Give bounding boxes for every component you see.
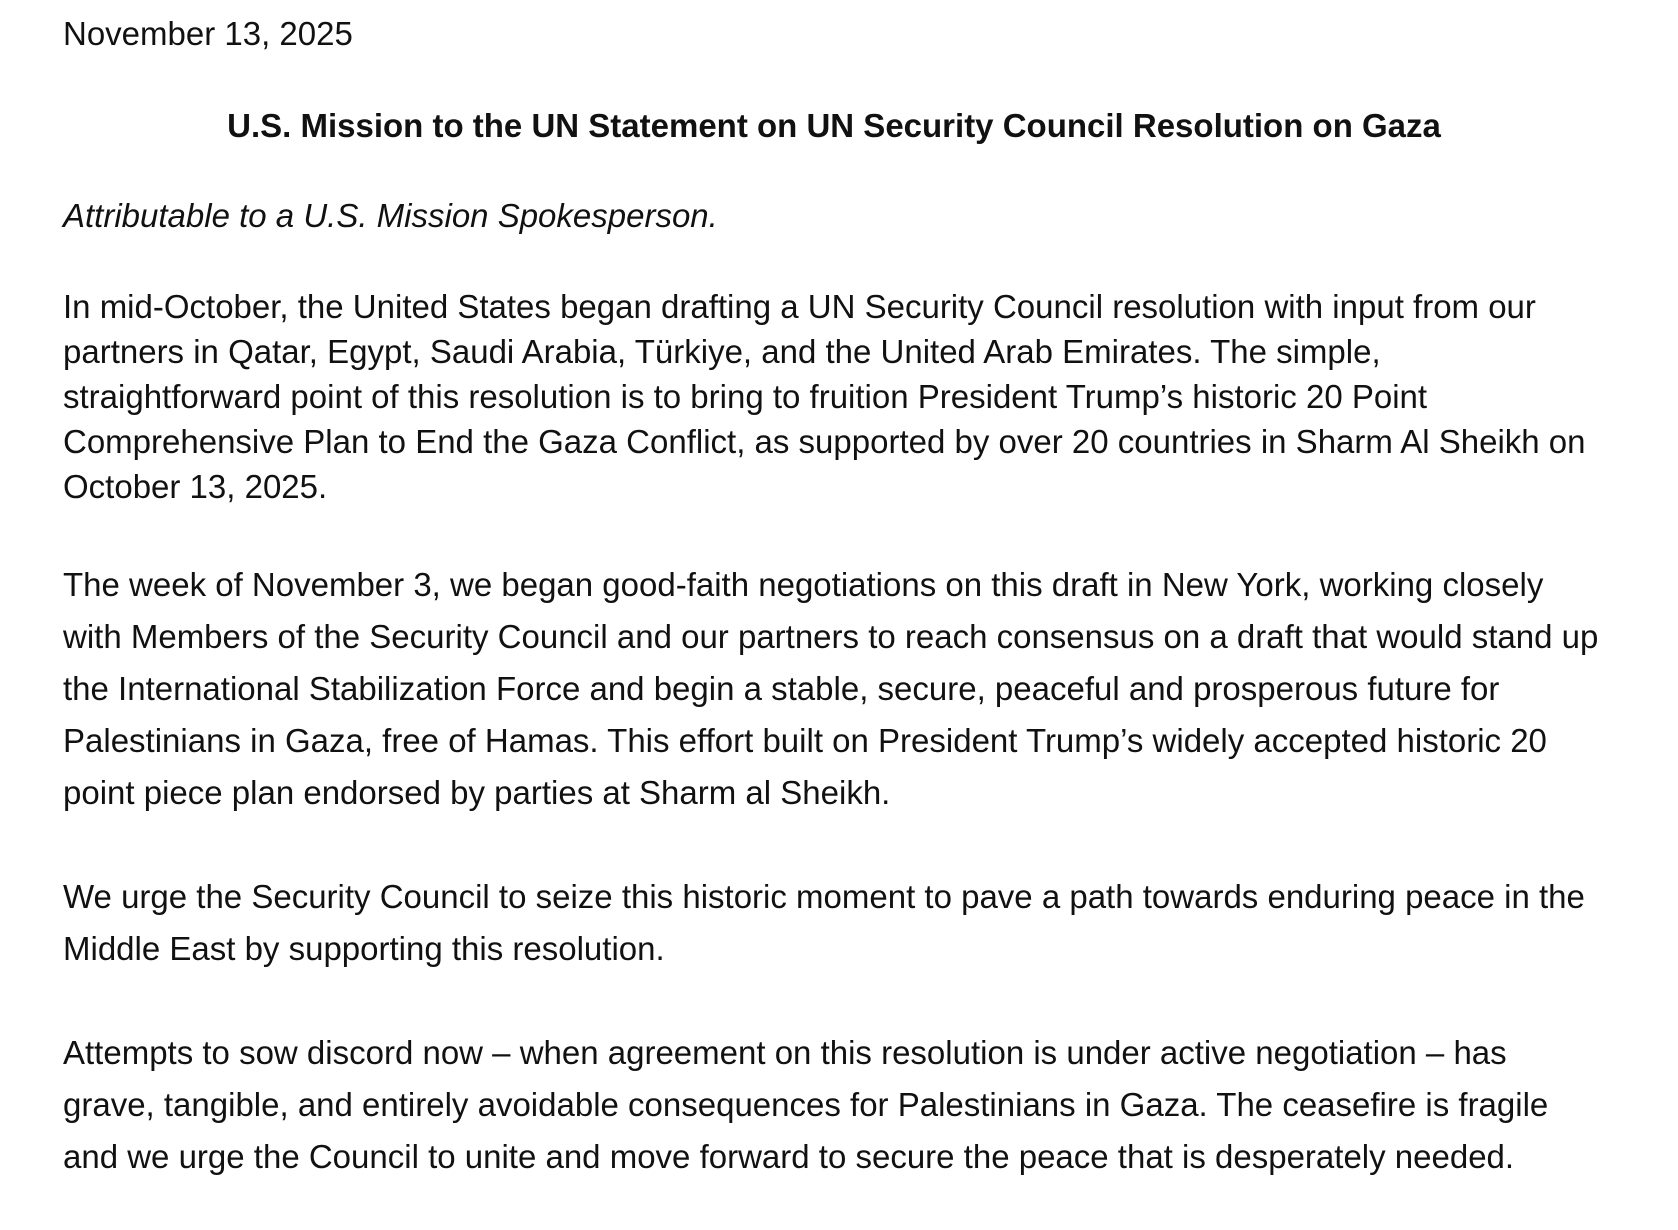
paragraph-line: grave, tangible, and entirely avoidable consequences for Palestinians in Gaza. The ceasefire is fragile [63, 1086, 1549, 1123]
paragraph-line: Middle East by supporting this resolution. [63, 930, 665, 967]
paragraph-line: Palestinians in Gaza, free of Hamas. This effort built on President Trump’s widely accepted historic 20 [63, 722, 1547, 759]
statement-date: November 13, 2025 [63, 15, 353, 52]
paragraph-line: Attempts to sow discord now – when agreement on this resolution is under active negotiation – has [63, 1034, 1507, 1071]
paragraph-drafting [63, 284, 1668, 509]
document-page [63, 12, 1668, 1183]
paragraph-line: the International Stabilization Force and begin a stable, secure, peaceful and prosperous future for [63, 670, 1500, 707]
paragraph-discord-warning [63, 1027, 1668, 1183]
paragraph-line: with Members of the Security Council and our partners to reach consensus on a draft that would stand up [63, 618, 1599, 655]
paragraph-line: point piece plan endorsed by parties at Sharm al Sheikh. [63, 774, 891, 811]
paragraph-line: straightforward point of this resolution is to bring to fruition President Trump’s historic 20 Point [63, 378, 1428, 415]
paragraph-line: partners in Qatar, Egypt, Saudi Arabia, Türkiye, and the United Arab Emirates. The simple, [63, 333, 1381, 370]
paragraph-line: and we urge the Council to unite and move forward to secure the peace that is desperately needed. [63, 1138, 1515, 1175]
paragraph-line: Comprehensive Plan to End the Gaza Conflict, as supported by over 20 countries in Sharm Al Sheikh on [63, 423, 1586, 460]
statement-title: U.S. Mission to the UN Statement on UN Security Council Resolution on Gaza [227, 107, 1441, 144]
attribution-line: Attributable to a U.S. Mission Spokesperson. [63, 197, 718, 234]
paragraph-line: We urge the Security Council to seize this historic moment to pave a path towards enduring peace in the [63, 878, 1585, 915]
paragraph-line: In mid-October, the United States began drafting a UN Security Council resolution with input from our [63, 288, 1536, 325]
paragraph-line: The week of November 3, we began good-faith negotiations on this draft in New York, working closely [63, 566, 1544, 603]
paragraph-line: October 13, 2025. [63, 468, 328, 505]
paragraph-urge-council [63, 871, 1668, 975]
paragraph-negotiations [63, 559, 1668, 819]
